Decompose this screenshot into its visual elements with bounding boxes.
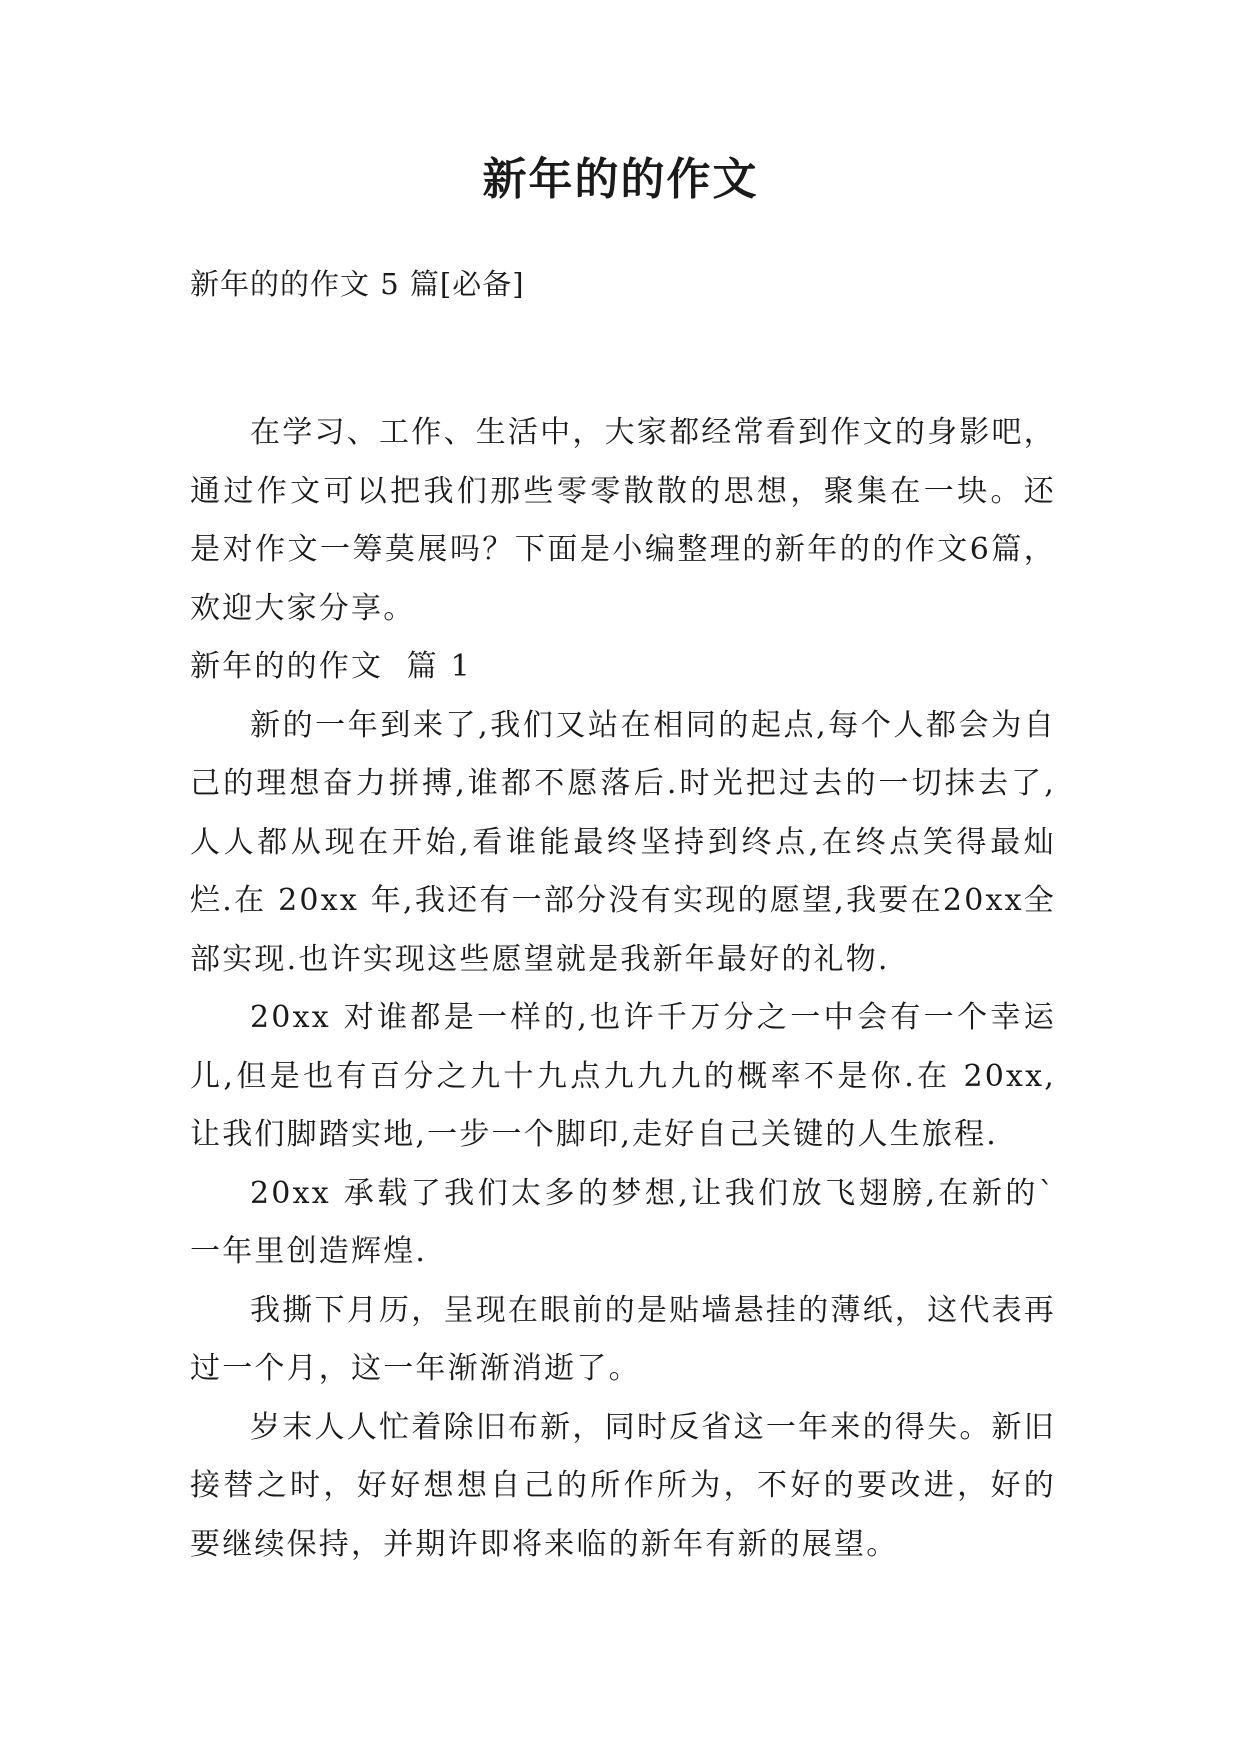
document-title: 新年的的作文 (482, 154, 759, 205)
intro-paragraph: 在学习、工作、生活中，大家都经常看到作文的身影吧，通过作文可以把我们那些零零散散的思想，聚集在一块。还是对作文一筹莫展吗？下面是小编整理的新年的的作文6篇，欢迎大家分享。 (190, 415, 1056, 626)
body-paragraph: 20xx 对谁都是一样的,也许千万分之一中会有一个幸运儿,但是也有百分之九十九点九九九的概率不是你.在 20xx,让我们脚踏实地,一步一个脚印,走好自己关键的人生旅程. (190, 1000, 1056, 1152)
section-heading: 新年的的作文 篇 1 (190, 649, 472, 684)
body-paragraph: 20xx 承载了我们太多的梦想,让我们放飞翅膀,在新的`一年里创造辉煌. (190, 1175, 1056, 1269)
document-subtitle: 新年的的作文 5 篇[必备] (190, 267, 525, 301)
document-body (190, 404, 1056, 1574)
body-paragraph: 我撕下月历，呈现在眼前的是贴墙悬挂的薄纸，这代表再过一个月，这一年渐渐消逝了。 (190, 1292, 1056, 1386)
body-paragraph: 岁末人人忙着除旧布新，同时反省这一年来的得失。新旧接替之时，好好想想自己的所作所为，不好的要改进，好的要继续保持，并期许即将来临的新年有新的展望。 (190, 1409, 1056, 1562)
body-paragraph: 新的一年到来了,我们又站在相同的起点,每个人都会为自己的理想奋力拼搏,谁都不愿落后.时光把过去的一切抹去了,人人都从现在开始,看谁能最终坚持到终点,在终点笑得最灿烂.在 20xx 年,我还有一部分没有实现的愿望,我要在20xx全部实现.也许实现这些愿望就是我新年最好的礼物. (190, 707, 1056, 977)
